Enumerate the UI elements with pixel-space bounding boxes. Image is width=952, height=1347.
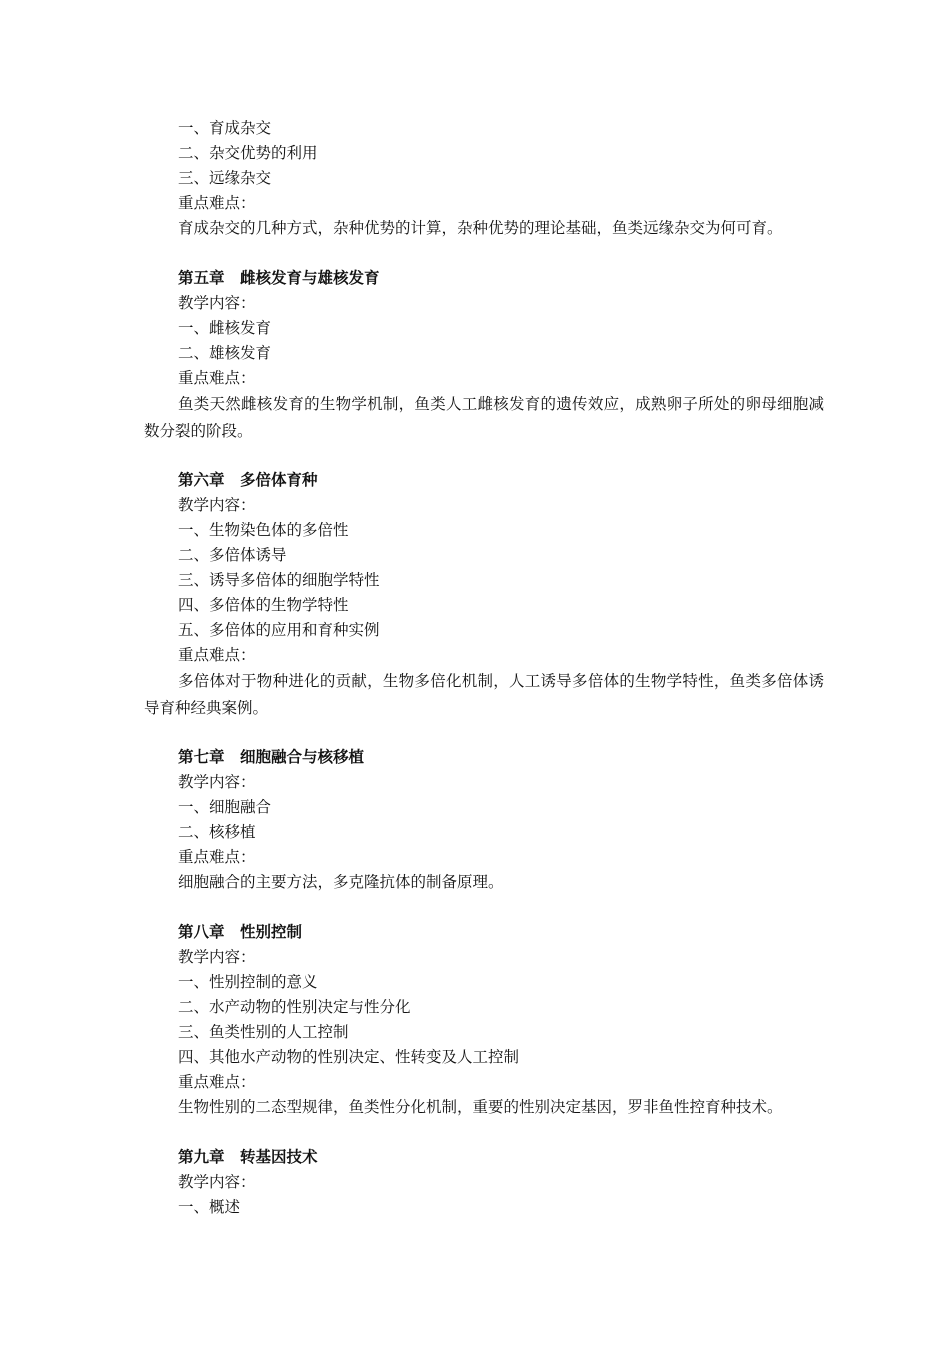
chapter-6-key-label: 重点难点： [178,646,256,664]
chapter-5-content-label: 教学内容： [178,294,256,312]
chapter-7-key-label: 重点难点： [178,848,256,866]
chapter-5-key-text: 鱼类天然雌核发育的生物学机制，鱼类人工雌核发育的遗传效应，成熟卵子所处的卵母细胞减数分裂的阶段。 [144,395,824,440]
chapter-9-item-1: 一、概述 [178,1198,241,1216]
chapter-6-item-4: 四、多倍体的生物学特性 [178,596,349,614]
chapter-8-key-label: 重点难点： [178,1073,256,1091]
chapter-8-content-label: 教学内容： [178,948,256,966]
chapter-5-item-1: 一、雌核发育 [178,319,272,337]
document-content [144,116,824,1220]
intro-key-text: 育成杂交的几种方式，杂种优势的计算，杂种优势的理论基础，鱼类远缘杂交为何可育。 [178,219,783,237]
chapter-7-title: 第七章 细胞融合与核移植 [178,748,365,766]
chapter-6-item-1: 一、生物染色体的多倍性 [178,521,349,539]
chapter-6-item-2: 二、多倍体诱导 [178,546,287,564]
chapter-6-key-text: 多倍体对于物种进化的贡献，生物多倍化机制，人工诱导多倍体的生物学特性，鱼类多倍体诱导育种经典案例。 [144,672,824,717]
chapter-7-content-label: 教学内容： [178,773,256,791]
chapter-7-key-text: 细胞融合的主要方法，多克隆抗体的制备原理。 [178,873,504,891]
chapter-6-item-3: 三、诱导多倍体的细胞学特性 [178,571,380,589]
chapter-7-item-1: 一、细胞融合 [178,798,272,816]
chapter-8-item-3: 三、鱼类性别的人工控制 [178,1023,349,1041]
chapter-9-title: 第九章 转基因技术 [178,1148,318,1166]
chapter-9-content-label: 教学内容： [178,1173,256,1191]
chapter-6-content-label: 教学内容： [178,496,256,514]
chapter-8-item-1: 一、性别控制的意义 [178,973,318,991]
intro-key-label: 重点难点： [178,194,256,212]
chapter-5-item-2: 二、雄核发育 [178,344,272,362]
chapter-8-key-text: 生物性别的二态型规律，鱼类性分化机制，重要的性别决定基因，罗非鱼性控育种技术。 [178,1098,783,1116]
chapter-8-item-2: 二、水产动物的性别决定与性分化 [178,998,411,1016]
chapter-5-title: 第五章 雌核发育与雄核发育 [178,269,380,287]
chapter-8-item-4: 四、其他水产动物的性别决定、性转变及人工控制 [178,1048,520,1066]
chapter-6-title: 第六章 多倍体育种 [178,471,318,489]
chapter-5-key-label: 重点难点： [178,369,256,387]
chapter-7-item-2: 二、核移植 [178,823,256,841]
chapter-8-title: 第八章 性别控制 [178,923,303,941]
intro-item-1: 一、育成杂交 [178,119,272,137]
intro-item-3: 三、远缘杂交 [178,169,272,187]
intro-item-2: 二、杂交优势的利用 [178,144,318,162]
chapter-6-item-5: 五、多倍体的应用和育种实例 [178,621,380,639]
